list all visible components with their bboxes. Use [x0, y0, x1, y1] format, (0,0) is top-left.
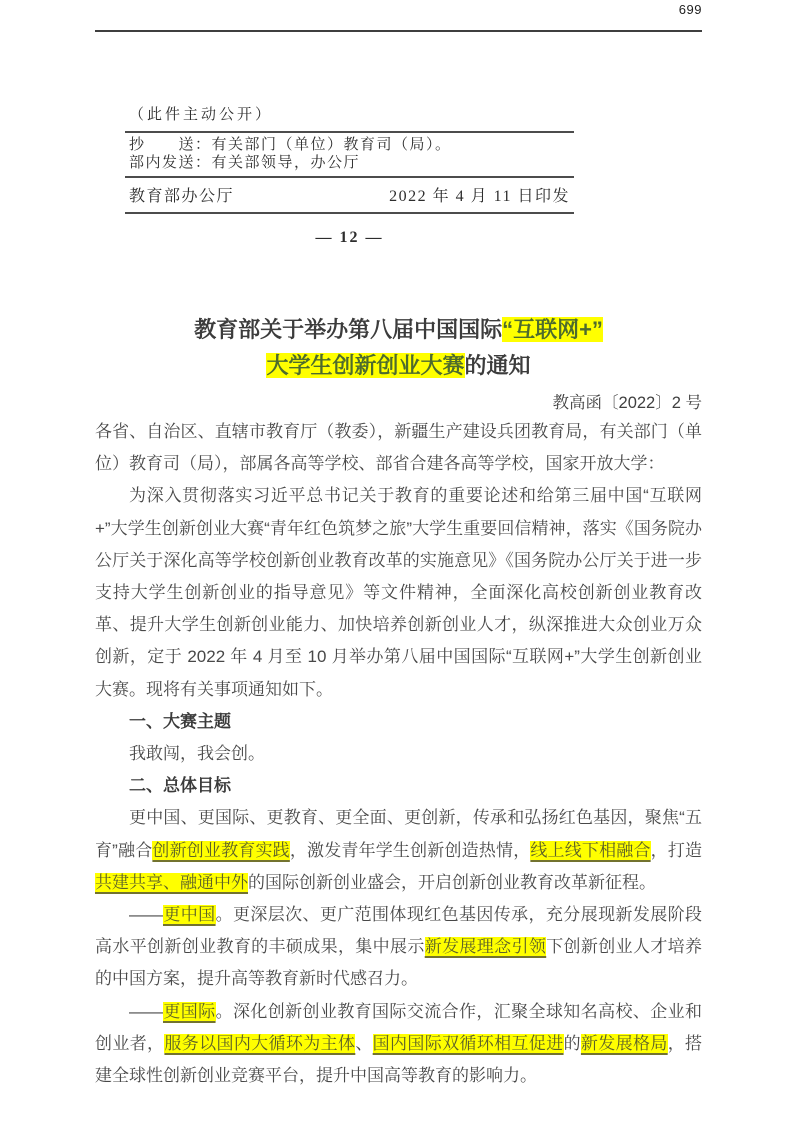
distribution-rows [125, 131, 574, 176]
issuer-name: 教育部办公厅 [129, 188, 235, 205]
highlighted-text: 创新创业教育实践 [152, 840, 290, 860]
header-rule [95, 30, 702, 32]
paragraph [95, 899, 702, 996]
text-segment: ，搭建全球性创新创业竞赛平台，提升中国高等教育的影响力。 [95, 1033, 703, 1086]
distribution-row [129, 136, 570, 154]
text-segment: 、 [355, 1033, 373, 1053]
highlighted-text: 服务以国内大循环为主体 [164, 1033, 356, 1053]
highlighted-text: 新发展理念引领 [424, 937, 547, 957]
issuer-row [125, 176, 574, 214]
text-segment: 各省、自治区、直辖市教育厅（教委），新疆生产建设兵团教育局，有关部门（单位）教育司（局），部属各高等学校、部省合建各高等学校，国家开放大学： [95, 422, 702, 474]
text-segment: 下创新创业人才培养的中国方案，提升高等教育新时代感召力。 [95, 937, 703, 989]
highlighted-text: 大学生创新创业大赛 [266, 353, 465, 378]
text-segment: 。更深层次、更广范围体现红色基因传承，充分展现新发展阶段高水平创新创业教育的丰硕成果，集中展示 [95, 905, 703, 957]
text-segment: 。深化创新创业教育国际交流合作，汇聚全球知名高校、企业和创业者， [95, 1001, 703, 1053]
highlighted-text: “互联网+” [502, 317, 603, 342]
text-segment: 为深入贯彻落实习近平总书记关于教育的重要论述和给第三届中国“互联网+”大学生创新创业大赛“青年红色筑梦之旅”大学生重要回信精神，落实《国务院办公厅关于深化高等学校创新创业教育改革的实施意见》《国务院办公厅关于进一步支持大学生创新创业的指导意见》等文件精神，全面深化高校创新创业教育改革、提升大学生创新创业能力、加快培养创新创业人才，纵深推进大众创业万众创新，定于 2022 年 4 月至 10 月举办第八届中国国际“互联网+”大学生创新创业大赛。现将有关事项通知如下。 [95, 486, 702, 699]
paragraph [95, 802, 702, 899]
highlighted-text: 新发展格局 [580, 1033, 668, 1053]
text-segment: 的国际创新创业盛会，开启创新创业教育改革新征程。 [248, 872, 656, 892]
highlighted-text: 共建共享、融通中外 [95, 872, 248, 892]
paragraph [95, 738, 702, 770]
text-segment: ，打造 [650, 840, 703, 860]
document-number: 教高函〔2022〕2 号 [552, 394, 702, 412]
text-segment: —— [129, 905, 163, 925]
text-segment: 教育部关于举办第八届中国国际 [194, 317, 503, 342]
notice-title [95, 312, 702, 384]
distribution-row-value: 有关部领导，办公厅 [211, 155, 361, 171]
text-segment: ，激发青年学生创新创造热情， [289, 840, 531, 860]
pdf-page-number: 699 [678, 2, 702, 17]
highlighted-text: 线上线下相融合 [530, 840, 651, 860]
notice-title-line-1 [95, 312, 702, 348]
paragraph [95, 480, 702, 705]
paragraph [95, 996, 702, 1093]
distribution-row-label: 抄 送： [129, 137, 212, 153]
section-heading [95, 770, 702, 802]
distribution-row-label: 部内发送： [129, 155, 212, 171]
text-segment: 的通知 [464, 353, 531, 378]
scanned-distribution-block [125, 101, 574, 247]
distribution-row-value: 有关部门（单位）教育司（局）。 [211, 137, 452, 153]
text-segment: 我敢闯，我会创。 [129, 744, 265, 764]
text-segment: —— [129, 1001, 163, 1021]
highlighted-text: 更中国 [163, 905, 216, 925]
section-heading [95, 706, 702, 738]
text-segment: 更中国、更国际、更教育、更全面、更创新，传承和弘扬红色基因，聚焦“五育”融合 [95, 808, 702, 860]
paragraph [95, 416, 702, 480]
notice-title-line-2 [95, 348, 702, 384]
text-segment: 二、总体目标 [129, 776, 231, 796]
distribution-row [129, 154, 570, 172]
highlighted-text: 更国际 [163, 1001, 216, 1021]
print-date: 2022 年 4 月 11 日印发 [389, 188, 570, 205]
text-segment: 一、大赛主题 [129, 711, 231, 731]
scan-page-footer: — 12 — [315, 229, 384, 246]
notice-body [95, 416, 702, 1092]
highlighted-text: 国内国际双循环相互促进 [372, 1033, 564, 1053]
public-disclosure-note: （此件主动公开） [129, 107, 274, 123]
text-segment: 的 [563, 1033, 581, 1053]
